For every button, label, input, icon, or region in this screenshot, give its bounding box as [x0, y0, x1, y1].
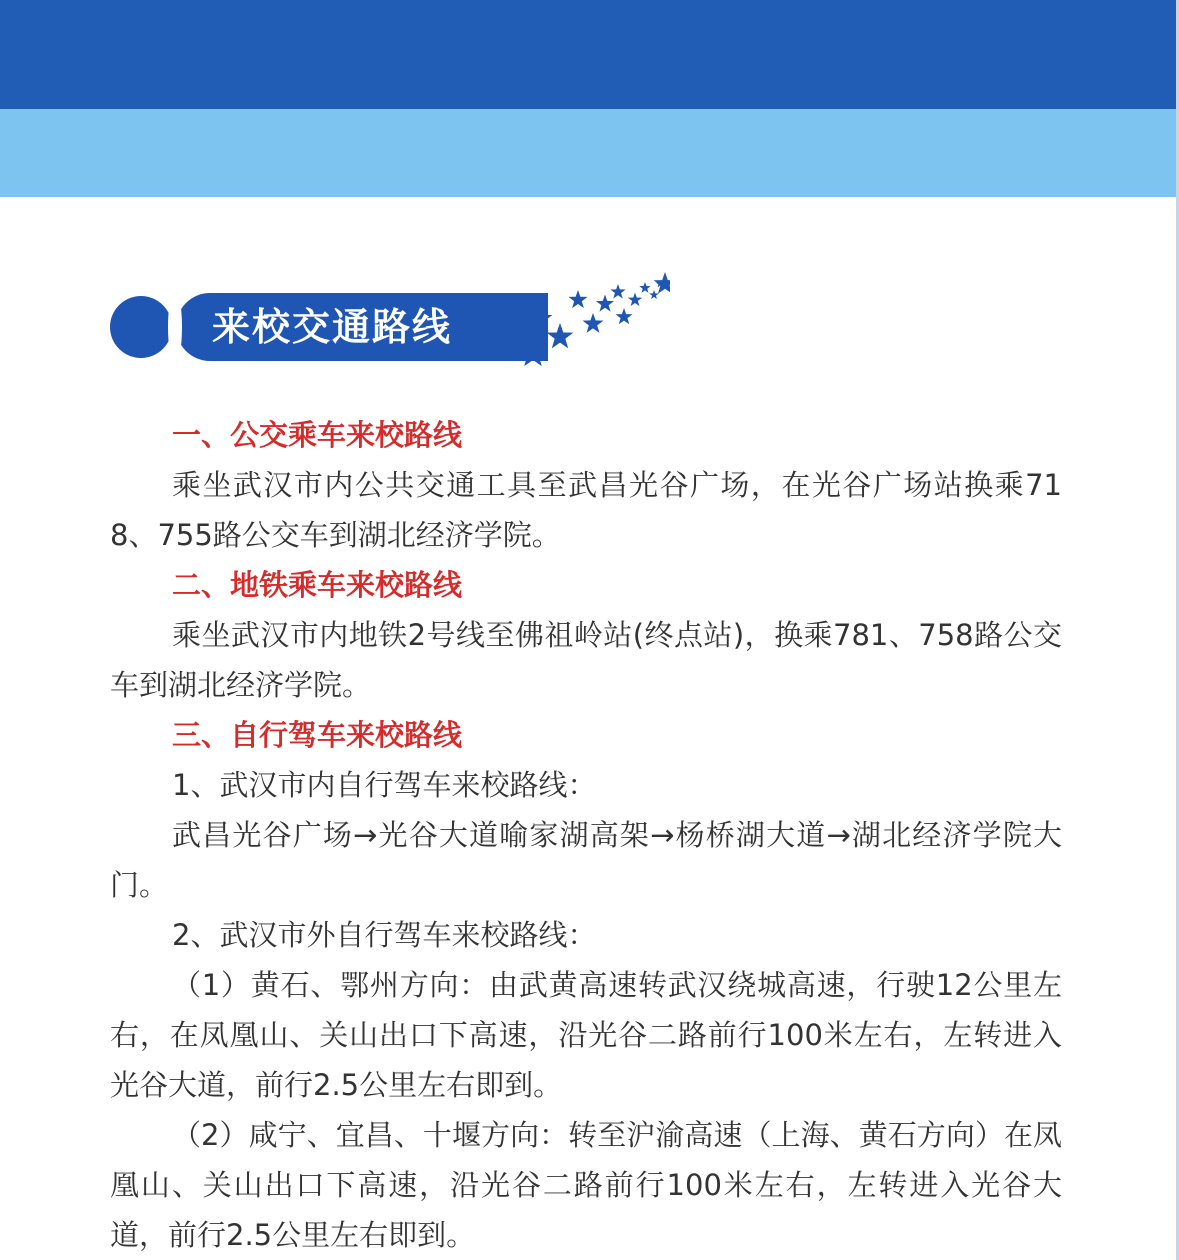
- stars-icon: [500, 262, 670, 372]
- bus-text: 乘坐武汉市内公共交通工具至武昌光谷广场，在光谷广场站换乘718、755路公交车到湖北经济学院。: [110, 468, 1062, 552]
- bus-heading: 一、公交乘车来校路线: [172, 418, 463, 452]
- drive-intra-title: 1、武汉市内自行驾车来校路线：: [172, 768, 597, 802]
- drive-outer-title: 2、武汉市外自行驾车来校路线：: [172, 918, 597, 952]
- top-banner-dark: [0, 0, 1179, 109]
- metro-text: 乘坐武汉市内地铁2号线至佛祖岭站(终点站)，换乘781、758路公交车到湖北经济学院。: [110, 618, 1062, 702]
- top-banner-light: [0, 109, 1179, 197]
- drive-route-2: （2）咸宁、宜昌、十堰方向：转至沪渝高速（上海、黄石方向）在凤凰山、关山出口下高速，沿光谷二路前行100米左右，左转进入光谷大道，前行2.5公里左右即到。: [110, 1118, 1062, 1252]
- drive-intra-route: 武昌光谷广场→光谷大道喻家湖高架→杨桥湖大道→湖北经济学院大门。: [110, 818, 1062, 902]
- metro-heading: 二、地铁乘车来校路线: [172, 568, 463, 602]
- section-title: 来校交通路线: [212, 305, 453, 349]
- section-header: [110, 262, 670, 372]
- header-divider: [168, 290, 182, 364]
- header-circle-icon: [110, 296, 172, 358]
- drive-route-1: （1）黄石、鄂州方向：由武黄高速转武汉绕城高速，行驶12公里左右，在凤凰山、关山出口下高速，沿光谷二路前行100米左右，左转进入光谷大道，前行2.5公里左右即到。: [110, 968, 1062, 1102]
- content: [110, 410, 1062, 1260]
- drive-heading: 三、自行驾车来校路线: [172, 718, 463, 752]
